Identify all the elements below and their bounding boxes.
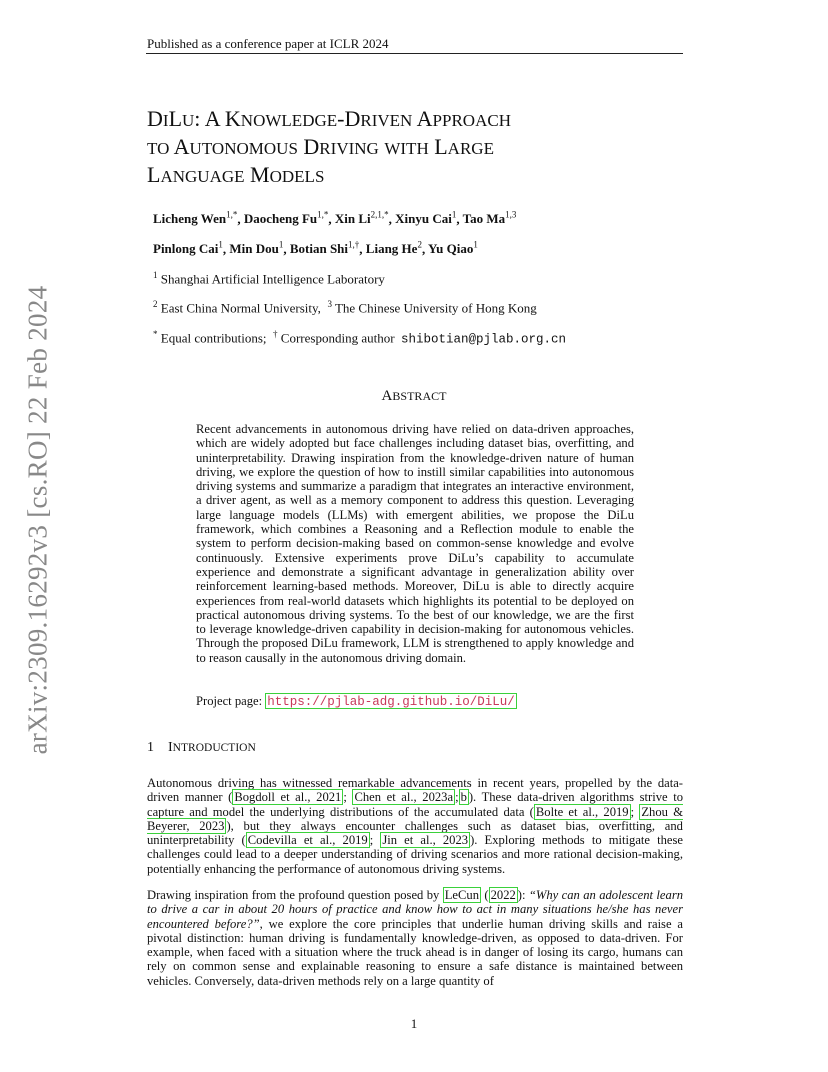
author: Liang He$^2$ — [365, 240, 422, 257]
title-line: TO AUTONOMOUS DRIVING WITH LARGE — [147, 134, 494, 159]
author: Tao Ma$^{1,3}$ — [462, 210, 517, 227]
section-heading: 1 INTRODUCTION — [147, 740, 256, 755]
email[interactable]: shibotian@pjlab.org.cn — [401, 332, 567, 347]
affiliation-1: $^1$ Shanghai Artificial Intelligence Laboratory — [153, 270, 385, 287]
author: Daocheng $Fu^{1,*}$ — [243, 210, 329, 227]
citation-link[interactable]: Chen et al., 2023a — [354, 790, 454, 805]
author: Min Dou$^1$ — [229, 240, 284, 257]
citation-link[interactable]: Zhou & Beyerer, 2023 — [147, 804, 683, 833]
citation-link[interactable]: Jin et al., 2023 — [382, 833, 469, 848]
page-number: 1 — [410, 1016, 418, 1031]
author: Xinyu Cai$^1$ — [395, 210, 457, 227]
quote: “Why can an adolescent learn to drive a car in about 20 hours of practice and know how to act in many situations he/she has never encountered before?” — [147, 888, 684, 931]
project-link[interactable]: https://pjlab-adg.github.io/DiLu/ — [267, 695, 515, 709]
author: Pinlong Cai$^1$ — [153, 240, 223, 257]
author: Xin $Li^{2,1,*}$ — [334, 210, 389, 227]
author-line-2: Pinlong Cai$^1$, Min Dou$^1$, Botian Shi$^{1,\dagger}$, Liang He$^2$, Yu Qiao$^1$ — [153, 240, 478, 257]
author: Licheng Wen$^{1,*}$ — [153, 210, 238, 227]
abstract-heading: ABSTRACT — [381, 388, 447, 404]
abstract-text: Recent advancements in autonomous driving have relied on data-driven approaches, which are widely adopted but face challenges including dataset bias, overfitting, and uninterpretability. Drawing inspiration from the knowledge-driven nature of human driving, we explore the question of how to instill similar capabilities into autonomous driving systems and summarize a paradigm that integrates an interactive environment, a driver agent, as well as a memory component to address this question. Leveraging large language models (LLMs) with emergent abilities, we propose the DiLu framework, which combines a Reasoning and a Reflection module to enable the system to perform decision-making based on common-sense knowledge and evolve continuously. Extensive experiments prove DiLu’s capability to accumulate experience and demonstrate a significant advantage in generalization ability over reinforcement learning-based methods. Moreover, DiLu is able to directly acquire experiences from real-world datasets which highlights its potential to be deployed on practical autonomous driving systems. To the best of our knowledge, we are the first to leverage knowledge-driven capability in decision-making for autonomous vehicles. Through the proposed DiLu framework, LLM is strengthened to apply knowledge and to reason causally in the autonomous driving domain. — [196, 422, 634, 665]
author-line-1: Licheng Wen$^{1,*}$, Daocheng $Fu^{1,*}$, Xin $Li^{2,1,*}$, Xinyu Cai$^1$, Tao Ma$^{1,3}$ — [153, 210, 517, 227]
contribution-note: * Equal contributions; † Corresponding author shibotian@pjlab.org.cn — [153, 329, 567, 347]
citation-link[interactable]: Codevilla et al., 2019 — [247, 833, 368, 848]
citation-link[interactable]: LeCun — [444, 888, 479, 902]
title-line: LANGUAGE MODELS — [147, 162, 325, 187]
paper-title — [147, 106, 687, 190]
intro-paragraph-1: Autonomous driving has witnessed remarkable advancements in recent years, propelled by the data-driven manner ( Bogdoll et al., 2021 ; Chen et al., 2023a ; b ). These data-driven algorithms strive to capture and model the underlying distributions of the accumulated data ( Bolte et al., 2019 ; Zhou & Beyerer, 2023 ), but they always encounter challenges such as dataset bias, overfitting, and uninterpretability ( Codevilla et al., 2019 ; Jin et al., 2023 ). Exploring methods to mitigate these challenges could lead to a deeper understanding of driving scenarios and more rational decision-making, potentially enhancing the performance of autonomous driving systems. — [147, 776, 683, 876]
citation-link[interactable]: Bogdoll et al., 2021 — [234, 790, 342, 805]
author: Yu Qiao$^1$ — [427, 240, 478, 257]
intro-paragraph-2: Drawing inspiration from the profound question posed by LeCun ( 2022 ): “Why can an adolescent learn to drive a car in about 20 hours of practice and know how to act in many situations he/she has never encountered before?”, we explore the core principles that underlie human driving skills and raise a pivotal distinction: human driving is fundamentally knowledge-driven, as opposed to data-driven. For example, when faced with a situation where the truck ahead is in danger of losing its cargo, humans can rely on common sense and explainable reasoning to ensure a safe distance is maintained between vehicles. Conversely, data-driven methods rely on a large quantity of — [147, 888, 684, 988]
title-line: DILU: A KNOWLEDGE-DRIVEN APPROACH — [147, 106, 511, 131]
project-page: Project page: https://pjlab-adg.github.io/DiLu/ — [196, 694, 515, 709]
arxiv-stamp: arXiv:2309.16292v3 [cs.RO] 22 Feb 2024 — [22, 285, 53, 755]
citation-link[interactable]: 2022 — [490, 888, 516, 902]
header-rule — [146, 53, 683, 54]
running-header: Published as a conference paper at ICLR 2024 — [147, 36, 389, 51]
citation-link[interactable]: b — [460, 790, 467, 805]
affiliation-2: $^2$ East China Normal University, $^3$ The Chinese University of Hong Kong — [153, 299, 537, 316]
citation-link[interactable]: Bolte et al., 2019 — [535, 804, 629, 819]
author: Botian Shi$^{1,\dagger}$ — [289, 240, 360, 257]
